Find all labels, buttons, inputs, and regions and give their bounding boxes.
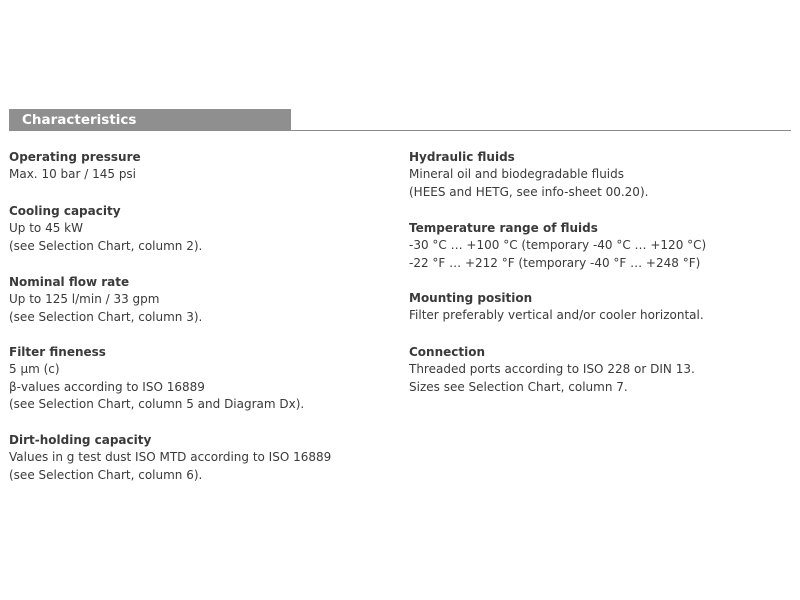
section-title: Characteristics	[22, 112, 137, 128]
spec-operating-pressure	[9, 148, 141, 184]
spec-value: Filter preferably vertical and/or cooler horizontal.	[409, 308, 704, 322]
spec-value: -30 °C … +100 °C (temporary -40 °C … +120 °C)	[409, 238, 707, 252]
spec-value: 5 µm (c)	[9, 362, 60, 376]
spec-title: Temperature range of fluids	[409, 221, 598, 235]
spec-title: Connection	[409, 345, 486, 359]
spec-mounting-position	[409, 289, 704, 325]
section-tab	[9, 109, 291, 130]
spec-value: Up to 125 l/min / 33 gpm	[9, 292, 160, 306]
spec-cooling-capacity	[9, 202, 202, 255]
spec-value: (HEES and HETG, see info-sheet 00.20).	[409, 184, 649, 199]
spec-value: Values in g test dust ISO MTD according to ISO 16889	[9, 450, 332, 464]
spec-title: Mounting position	[409, 291, 533, 305]
spec-title: Cooling capacity	[9, 204, 121, 218]
spec-filter-fineness	[9, 343, 304, 414]
spec-nominal-flow-rate	[9, 273, 202, 326]
spec-value: Up to 45 kW	[9, 221, 83, 235]
spec-value: (see Selection Chart, column 5 and Diagram Dx).	[9, 397, 305, 411]
spec-title: Operating pressure	[9, 150, 141, 164]
spec-value: -22 °F … +212 °F (temporary -40 °F … +248 °F)	[409, 255, 701, 270]
spec-title: Nominal flow rate	[9, 275, 130, 289]
spec-dirt-holding-capacity	[9, 431, 331, 484]
spec-hydraulic-fluids	[409, 148, 648, 201]
section-header	[9, 109, 791, 131]
spec-value: (see Selection Chart, column 2).	[9, 238, 203, 253]
spec-title: Hydraulic fluids	[409, 150, 515, 164]
spec-value: Sizes see Selection Chart, column 7.	[409, 379, 628, 394]
spec-value: (see Selection Chart, column 6).	[9, 467, 203, 482]
spec-title: Filter fineness	[9, 345, 106, 359]
spec-value: Max. 10 bar / 145 psi	[9, 167, 137, 181]
spec-value: Mineral oil and biodegradable fluids	[409, 167, 625, 181]
spec-connection	[409, 343, 695, 396]
spec-temperature-range	[409, 219, 706, 272]
spec-value: β-values according to ISO 16889	[9, 379, 205, 394]
spec-value: Threaded ports according to ISO 228 or DIN 13.	[409, 362, 695, 376]
spec-title: Dirt-holding capacity	[9, 433, 152, 447]
spec-value: (see Selection Chart, column 3).	[9, 309, 203, 324]
